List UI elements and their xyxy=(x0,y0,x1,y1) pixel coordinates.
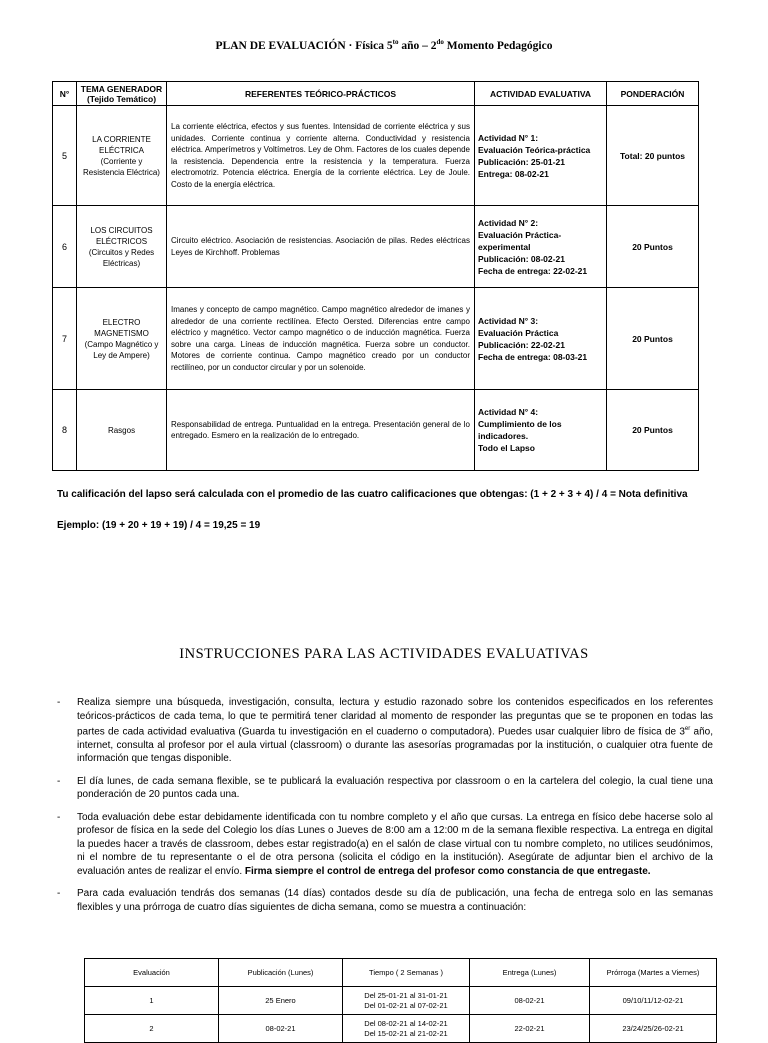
sched-prorroga: 09/10/11/12-02-21 xyxy=(590,987,717,1015)
sched-entrega: 08-02-21 xyxy=(470,987,590,1015)
sched-header-tiempo: Tiempo ( 2 Semanas ) xyxy=(343,959,470,987)
page-title: PLAN DE EVALUACIÓN · Física $5^{to}$ año – $2^{do}$ Momento Pedagógico xyxy=(215,38,553,52)
sched-prorroga: 23/24/25/26-02-21 xyxy=(590,1015,717,1043)
row-num: 7 xyxy=(53,288,77,390)
row-tema: ELECTRO MAGNETISMO (Campo Magnético y Ley de Ampere) xyxy=(77,288,167,390)
row-tema: Rasgos xyxy=(77,390,167,471)
table-row xyxy=(53,288,699,390)
sched-publicacion: 25 Enero xyxy=(219,987,343,1015)
table-row xyxy=(53,390,699,471)
row-ponderacion: 20 Puntos xyxy=(607,288,699,390)
header-actividad: ACTIVIDAD EVALUATIVA xyxy=(475,82,607,106)
header-ponderacion: PONDERACIÓN xyxy=(607,82,699,106)
table-row xyxy=(53,206,699,288)
instruction-item: - Toda evaluación debe estar debidamente identificada con tu nombre completo y el año que cursas. La entrega en físico debe hacerse solo al profesor de física en la sede del Colegio los días Lunes o Jueves de 8:00 am a 12:00 m de la semana flexible respectiva. La entrega en digital la puedes hacer a través de classroom, debes estar registrado(a) en el salón de clase virtual con tu nombre completo, no utilices seudónimos, ni el nombre de tu representante o el de otra persona (solicita el código en la institución). Asegúrate de adjuntar bien el archivo de la evaluación antes de realizar el envío. Firma siempre el control de entrega del profesor como constancia de que entregaste. xyxy=(57,811,713,879)
instructions-title: INSTRUCCIONES PARA LAS ACTIVIDADES EVALUATIVAS xyxy=(179,646,589,662)
schedule-row xyxy=(85,1015,717,1043)
sched-tiempo: Del 08-02-21 al 14-02-21 Del 15-02-21 al 21-02-21 xyxy=(343,1015,470,1043)
row-actividad: Actividad N° 4: Cumplimiento de los indicadores. Todo el Lapso xyxy=(475,390,607,471)
header-tema: TEMA GENERADOR (Tejido Temático) xyxy=(77,82,167,106)
header-num: N° xyxy=(53,82,77,106)
table-header-row xyxy=(53,82,699,106)
row-referentes: Responsabilidad de entrega. Puntualidad en la entrega. Presentación general de lo entregado. Esmero en la realización de lo entregado. xyxy=(167,390,475,471)
row-ponderacion: 20 Puntos xyxy=(607,390,699,471)
row-num: 8 xyxy=(53,390,77,471)
sched-publicacion: 08-02-21 xyxy=(219,1015,343,1043)
sched-entrega: 22-02-21 xyxy=(470,1015,590,1043)
calculation-note: Tu calificación del lapso será calculada con el promedio de las cuatro calificaciones que obtengas: (1 + 2 + 3 + 4) / 4 = Nota definitiva xyxy=(57,489,688,500)
row-tema: LOS CIRCUITOS ELÉCTRICOS (Circuitos y Redes Eléctricas) xyxy=(77,206,167,288)
row-referentes: La corriente eléctrica, efectos y sus fuentes. Intensidad de corriente eléctrica y sus unidades. Corriente continua y corriente alterna. Conductividad y resistencia eléctrica. Amperímetros y Voltímetros. Ley de Ohm. Factores de los cuales depende la resistencia. Dependencia entre la resistencia y la temperatura. Fuerza electromotriz. Potencia eléctrica. Energía de la corriente eléctrica. Ley de Joule. Costo de la energía eléctrica. xyxy=(167,106,475,206)
row-tema: LA CORRIENTE ELÉCTRICA (Corriente y Resistencia Eléctrica) xyxy=(77,106,167,206)
sched-tiempo: Del 25-01-21 al 31-01-21 Del 01-02-21 al 07-02-21 xyxy=(343,987,470,1015)
row-actividad: Actividad N° 1: Evaluación Teórica-práctica Publicación: 25-01-21 Entrega: 08-02-21 xyxy=(475,106,607,206)
header-referentes: REFERENTES TEÓRICO-PRÁCTICOS xyxy=(167,82,475,106)
instruction-item: - Realiza siempre una búsqueda, investigación, consulta, lectura y estudio razonado sobre los contenidos especificados en los referentes teóricos-prácticos de cada tema, lo que te permitirá tener claridad al momento de responder las preguntas que se te proponen en todas las partes de cada actividad evaluativa (Guarda tu investigación en el cuaderno o computadora). Puedes usar cualquier libro de física de 3er año, internet, consulta al profesor por el aula virtual (classroom) o durante las asesorías programadas por la institución, o cualquier otra fuente de información que tengas disponible. xyxy=(57,696,713,766)
evaluation-plan-table xyxy=(52,81,699,471)
schedule-row xyxy=(85,987,717,1015)
row-ponderacion: Total: 20 puntos xyxy=(607,106,699,206)
sched-header-prorroga: Prórroga (Martes a Viernes) xyxy=(590,959,717,987)
row-referentes: Imanes y concepto de campo magnético. Campo magnético alrededor de imanes y alrededor de una corriente rectilínea. Efecto Oersted. Diferencias entre campo eléctrico y magnético. Vector campo magnético o de inducción magnética. Fuerza sobre una carga. Líneas de inducción magnética. Fuerza sobre un conductor. Motores de corriente continua. Campo magnético creado por un conductor rectilíneo, por un conductor circular y por un solenoide. xyxy=(167,288,475,390)
instruction-item: - Para cada evaluación tendrás dos semanas (14 días) contados desde su día de publicación, una fecha de entrega solo en las semanas flexibles y una prórroga de cuatro días siguientes de dicha semana, como se muestra a continuación: xyxy=(57,887,713,914)
schedule-header-row xyxy=(85,959,717,987)
instructions-list xyxy=(57,696,713,923)
sched-evaluacion: 2 xyxy=(85,1015,219,1043)
table-row xyxy=(53,106,699,206)
schedule-table xyxy=(84,958,717,1043)
row-actividad: Actividad N° 2: Evaluación Práctica-experimental Publicación: 08-02-21 Fecha de entrega: 22-02-21 xyxy=(475,206,607,288)
row-referentes: Circuito eléctrico. Asociación de resistencias. Asociación de pilas. Redes eléctricas Leyes de Kirchhoff. Problemas xyxy=(167,206,475,288)
sched-header-entrega: Entrega (Lunes) xyxy=(470,959,590,987)
row-num: 6 xyxy=(53,206,77,288)
example-note: Ejemplo: (19 + 20 + 19 + 19) / 4 = 19,25 = 19 xyxy=(57,520,261,531)
row-ponderacion: 20 Puntos xyxy=(607,206,699,288)
sched-evaluacion: 1 xyxy=(85,987,219,1015)
sched-header-evaluacion: Evaluación xyxy=(85,959,219,987)
instruction-item: - El día lunes, de cada semana flexible, se te publicará la evaluación respectiva por classroom o en la cartelera del colegio, la cual tiene una ponderación de 20 puntos cada una. xyxy=(57,775,713,802)
row-num: 5 xyxy=(53,106,77,206)
row-actividad: Actividad N° 3: Evaluación Práctica Publicación: 22-02-21 Fecha de entrega: 08-03-21 xyxy=(475,288,607,390)
sched-header-publicacion: Publicación (Lunes) xyxy=(219,959,343,987)
